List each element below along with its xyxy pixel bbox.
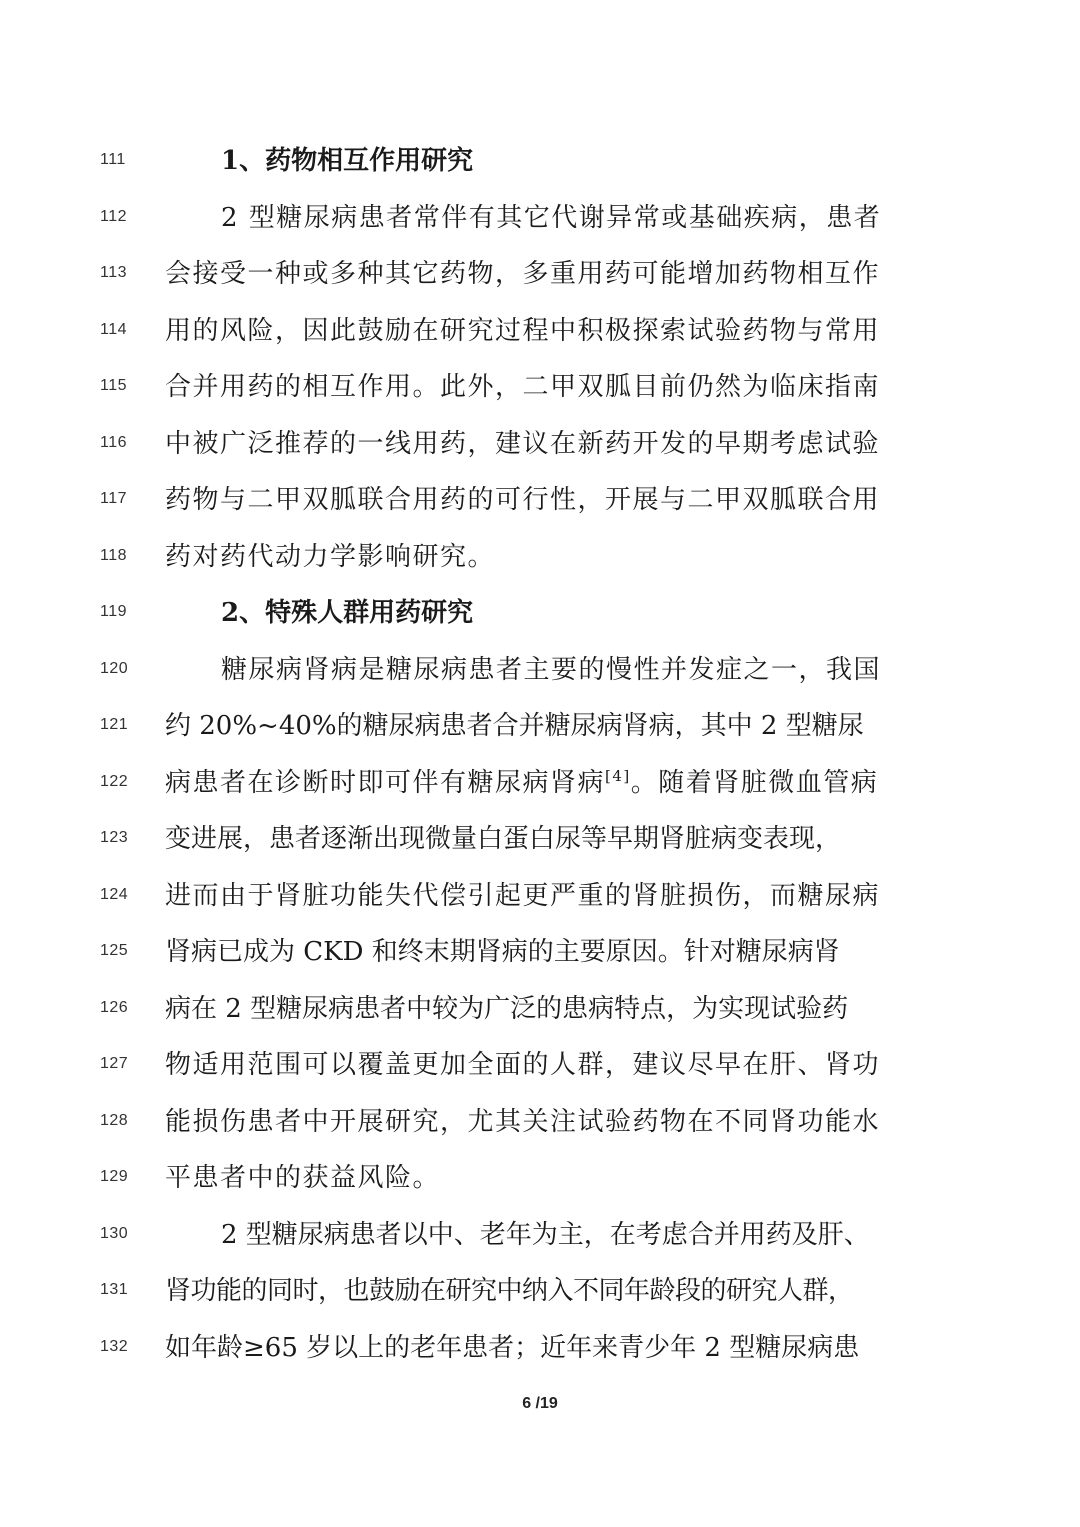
line-number: 112 — [100, 208, 128, 225]
paragraph-line: 肾功能的同时，也鼓励在研究中纳入不同年龄段的研究人群， — [165, 1276, 854, 1306]
section-heading: 2、特殊人群用药研究 — [221, 598, 474, 628]
paragraph-line: 物适用范围可以覆盖更加全面的人群，建议尽早在肝、肾功 — [165, 1050, 881, 1080]
paragraph-line — [165, 763, 925, 803]
line-number: 120 — [100, 660, 129, 677]
paragraph-line: 约 20%~40%的糖尿病患者合并糖尿病肾病，其中 2 型糖尿 — [165, 711, 864, 741]
line-number: 130 — [100, 1225, 129, 1242]
line-number: 124 — [100, 886, 129, 903]
line-128 — [0, 1102, 1080, 1142]
line-111 — [0, 141, 1080, 181]
line-130 — [0, 1215, 1080, 1255]
paragraph-line: 肾病已成为 CKD 和终末期肾病的主要原因。针对糖尿病肾 — [165, 937, 840, 967]
line-114 — [0, 311, 1080, 351]
line-number: 131 — [100, 1281, 129, 1298]
line-number: 127 — [100, 1055, 129, 1072]
paragraph-line: 药物与二甲双胍联合用药的可行性，开展与二甲双胍联合用 — [165, 485, 881, 515]
paragraph-line: 用的风险，因此鼓励在研究过程中积极探索试验药物与常用 — [165, 316, 881, 346]
line-113 — [0, 254, 1080, 294]
line-129 — [0, 1158, 1080, 1198]
paragraph-line: 进而由于肾脏功能失代偿引起更严重的肾脏损伤，而糖尿病 — [165, 881, 881, 911]
line-number: 115 — [100, 377, 128, 394]
line-number: 113 — [100, 264, 128, 281]
paragraph-line: 药对药代动力学影响研究。 — [165, 542, 496, 572]
paragraph-line: 病在 2 型糖尿病患者中较为广泛的患病特点，为实现试验药 — [165, 994, 849, 1024]
line-number: 129 — [100, 1168, 129, 1185]
paragraph-line: 变进展，患者逐渐出现微量白蛋白尿等早期肾脏病变表现， — [165, 824, 842, 854]
line-number: 125 — [100, 942, 129, 959]
paragraph-line: 会接受一种或多种其它药物，多重用药可能增加药物相互作 — [165, 259, 881, 289]
line-121 — [0, 706, 1080, 746]
paragraph-line: 如年龄≥65 岁以上的老年患者；近年来青少年 2 型糖尿病患 — [165, 1333, 860, 1363]
paragraph-line: 中被广泛推荐的一线用药，建议在新药开发的早期考虑试验 — [165, 429, 881, 459]
line-127 — [0, 1045, 1080, 1085]
line-115 — [0, 367, 1080, 407]
line-120 — [0, 650, 1080, 690]
text-before-ref: 病患者在诊断时即可伴有糖尿病肾病 — [165, 768, 606, 798]
line-number: 118 — [100, 547, 128, 564]
line-number: 116 — [100, 434, 128, 451]
paragraph-line: 2 型糖尿病患者以中、老年为主，在考虑合并用药及肝、 — [221, 1220, 870, 1250]
line-number: 121 — [100, 716, 129, 733]
line-132 — [0, 1328, 1080, 1368]
line-number: 123 — [100, 829, 129, 846]
line-number: 117 — [100, 490, 128, 507]
line-124 — [0, 876, 1080, 916]
line-118 — [0, 537, 1080, 577]
line-number: 122 — [100, 773, 129, 790]
line-number: 119 — [100, 603, 128, 620]
line-123 — [0, 819, 1080, 859]
line-131 — [0, 1271, 1080, 1311]
paragraph-line: 2 型糖尿病患者常伴有其它代谢异常或基础疾病，患者 — [221, 203, 882, 233]
line-117 — [0, 480, 1080, 520]
paragraph-line: 合并用药的相互作用。此外，二甲双胍目前仍然为临床指南 — [165, 372, 881, 402]
paragraph-line: 能损伤患者中开展研究，尤其关注试验药物在不同肾功能水 — [165, 1107, 881, 1137]
line-number: 126 — [100, 999, 129, 1016]
line-number: 132 — [100, 1338, 129, 1355]
text-after-ref: 。随着肾脏微血管病 — [630, 768, 879, 798]
line-number: 128 — [100, 1112, 129, 1129]
line-119 — [0, 593, 1080, 633]
paragraph-line: 平患者中的获益风险。 — [165, 1163, 441, 1193]
line-number: 111 — [100, 151, 126, 168]
line-122 — [0, 763, 1080, 803]
line-number: 114 — [100, 321, 128, 338]
line-125 — [0, 932, 1080, 972]
line-112 — [0, 198, 1080, 238]
citation-ref: [4] — [605, 767, 631, 785]
paragraph-line: 糖尿病肾病是糖尿病患者主要的慢性并发症之一，我国 — [221, 655, 882, 685]
line-116 — [0, 424, 1080, 464]
page-number: 6 /19 — [522, 1395, 558, 1412]
line-126 — [0, 989, 1080, 1029]
section-heading: 1、药物相互作用研究 — [221, 146, 474, 176]
